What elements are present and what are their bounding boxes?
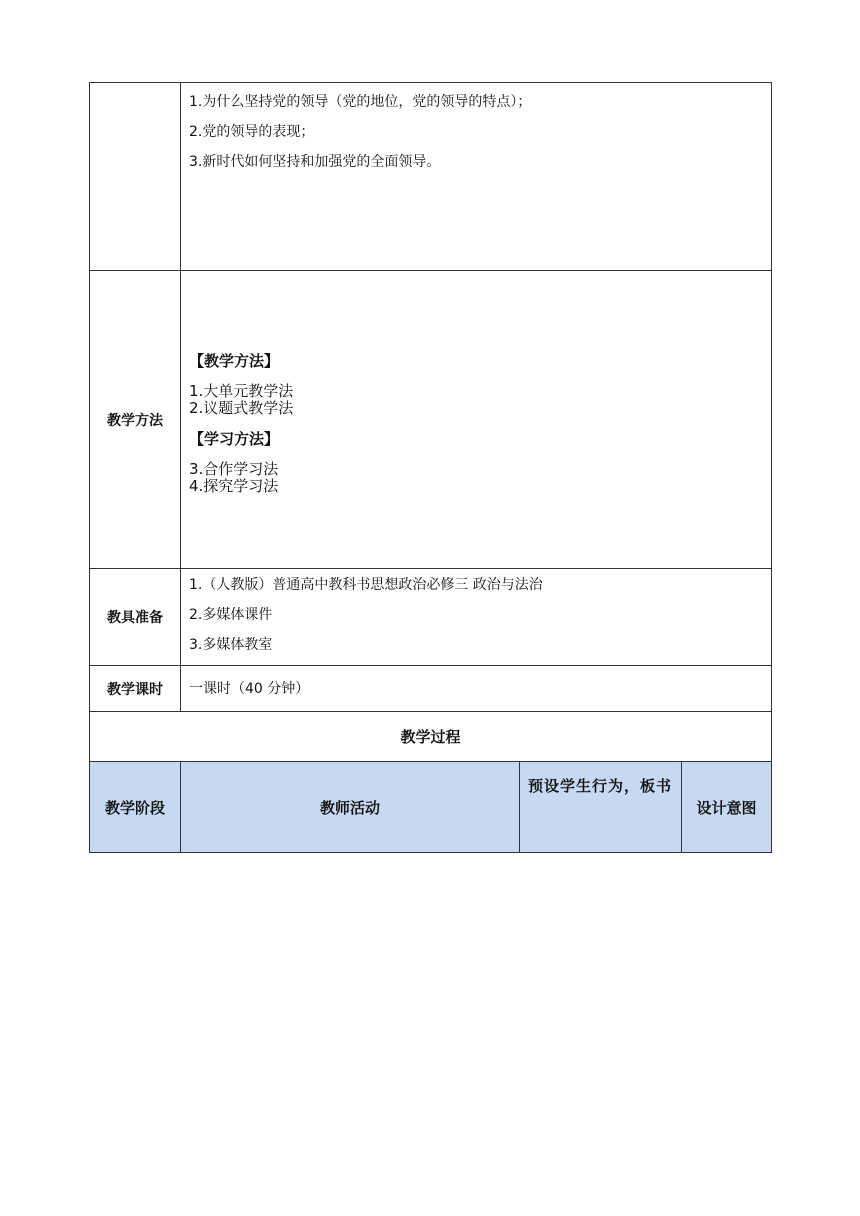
teaching-method-item-2: 2.议题式教学法 xyxy=(189,399,294,417)
lesson-plan-table xyxy=(89,82,772,853)
learning-method-item-1: 3.合作学习法 xyxy=(189,460,279,478)
hours-label: 教学课时 xyxy=(90,666,181,712)
column-design-intent: 设计意图 xyxy=(682,762,772,853)
hours-cell xyxy=(181,666,772,712)
content-cell xyxy=(181,83,772,271)
learning-methods-heading: 【学习方法】 xyxy=(189,430,280,448)
teaching-method-item-1: 1.大单元教学法 xyxy=(189,382,294,400)
content-item-2: 2.党的领导的表现； xyxy=(189,124,315,140)
tools-item-1: 1.（人教版）普通高中教科书思想政治必修三 政治与法治 xyxy=(189,577,543,593)
hours-value: 一课时（40 分钟） xyxy=(189,680,310,697)
column-student-behavior: 预设学生行为，板书 xyxy=(520,762,682,853)
tools-row xyxy=(90,569,772,666)
methods-label: 教学方法 xyxy=(90,271,181,569)
tools-item-2: 2.多媒体课件 xyxy=(189,607,273,623)
column-stage: 教学阶段 xyxy=(90,762,181,853)
tools-item-3: 3.多媒体教室 xyxy=(189,637,273,653)
content-row xyxy=(90,83,772,271)
teaching-methods-heading: 【教学方法】 xyxy=(189,352,280,370)
column-teacher-activity: 教师活动 xyxy=(181,762,520,853)
process-title-row xyxy=(90,712,772,762)
content-label-cell xyxy=(90,83,181,271)
learning-methods-list xyxy=(189,461,765,495)
process-title: 教学过程 xyxy=(90,712,772,762)
process-header-row xyxy=(90,762,772,853)
tools-label: 教具准备 xyxy=(90,569,181,666)
methods-cell xyxy=(181,271,772,569)
learning-method-item-2: 4.探究学习法 xyxy=(189,477,279,495)
teaching-methods-list xyxy=(189,383,765,417)
methods-row xyxy=(90,271,772,569)
hours-row xyxy=(90,666,772,712)
tools-cell xyxy=(181,569,772,666)
content-item-3: 3.新时代如何坚持和加强党的全面领导。 xyxy=(189,154,441,170)
content-item-1: 1.为什么坚持党的领导（党的地位，党的领导的特点）； xyxy=(189,94,532,110)
